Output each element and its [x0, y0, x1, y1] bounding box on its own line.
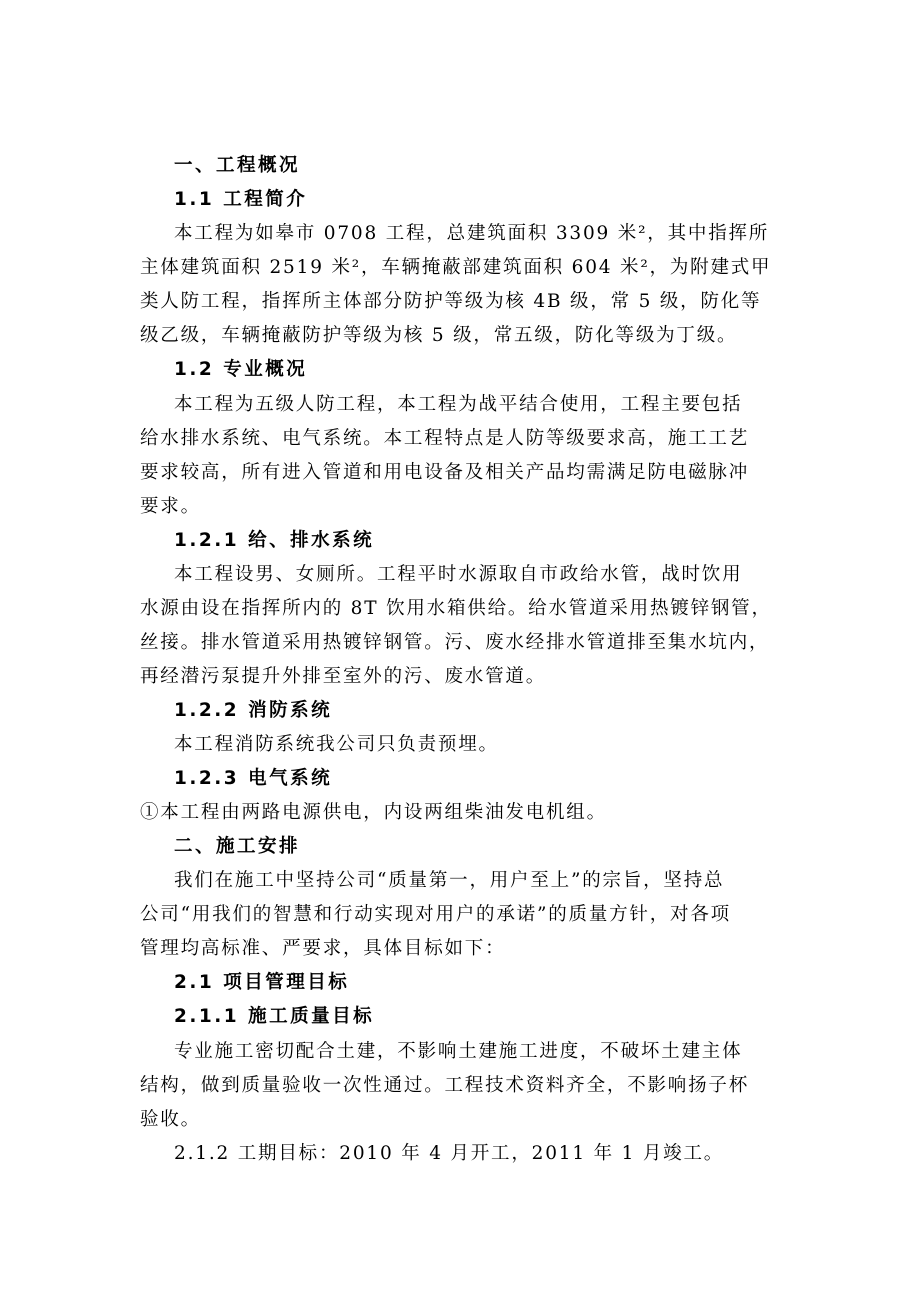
paragraph-line: ①本工程由两路电源供电，内设两组柴油发电机组。 — [140, 802, 607, 823]
paragraph-line: 再经潜污泵提升外排至室外的污、废水管道。 — [140, 666, 547, 687]
paragraph-line: 专业施工密切配合土建，不影响土建施工进度，不破坏土建主体 — [174, 1041, 743, 1062]
paragraph-line: 水源由设在指挥所内的 8T 饮用水箱供给。给水管道采用热镀锌钢管， — [140, 598, 772, 619]
paragraph-line: 类人防工程，指挥所主体部分防护等级为核 4B 级，常 5 级，防化等 — [140, 291, 762, 312]
paragraph-line: 丝接。排水管道采用热镀锌钢管。污、废水经排水管道排至集水坑内， — [140, 632, 770, 653]
paragraph-line: 结构，做到质量验收一次性通过。工程技术资料齐全，不影响扬子杯 — [140, 1075, 750, 1096]
paragraph-line: 本工程为如皋市 0708 工程，总建筑面积 3309 米²，其中指挥所 — [174, 223, 770, 244]
paragraph-line: 本工程设男、女厕所。工程平时水源取自市政给水管，战时饮用 — [174, 564, 743, 585]
paragraph-line: 公司“用我们的智慧和行动实现对用户的承诺”的质量方针，对各项 — [140, 904, 731, 925]
subsection-heading: 1.2.1 给、排水系统 — [174, 530, 375, 551]
paragraph-line: 我们在施工中坚持公司“质量第一，用户至上”的宗旨，坚持总 — [174, 870, 725, 891]
subsection-heading: 1.2.3 电气系统 — [174, 768, 333, 789]
paragraph-line: 管理均高标准、严要求，具体目标如下： — [140, 938, 506, 959]
subsection-heading: 1.2.2 消防系统 — [174, 700, 333, 721]
subsection-heading: 2.1.1 施工质量目标 — [174, 1006, 375, 1027]
paragraph-line: 主体建筑面积 2519 米²，车辆掩蔽部建筑面积 604 米²，为附建式甲 — [140, 257, 772, 278]
subsection-heading: 1.1 工程简介 — [174, 189, 308, 210]
section-heading: 二、施工安排 — [174, 836, 301, 857]
section-heading: 一、工程概况 — [174, 155, 301, 176]
paragraph-line: 要求较高，所有进入管道和用电设备及相关产品均需满足防电磁脉冲 — [140, 462, 750, 483]
paragraph-line: 2.1.2 工期目标：2010 年 4 月开工，2011 年 1 月竣工。 — [174, 1143, 725, 1164]
paragraph-line: 级乙级，车辆掩蔽防护等级为核 5 级，常五级，防化等级为丁级。 — [140, 325, 738, 346]
paragraph-line: 本工程为五级人防工程，本工程为战平结合使用，工程主要包括 — [174, 394, 743, 415]
paragraph-line: 给水排水系统、电气系统。本工程特点是人防等级要求高，施工工艺 — [140, 428, 750, 449]
paragraph-line: 要求。 — [140, 496, 201, 517]
subsection-heading: 2.1 项目管理目标 — [174, 972, 350, 993]
paragraph-line: 验收。 — [140, 1109, 201, 1130]
subsection-heading: 1.2 专业概况 — [174, 359, 308, 380]
paragraph-line: 本工程消防系统我公司只负责预埋。 — [174, 734, 499, 755]
